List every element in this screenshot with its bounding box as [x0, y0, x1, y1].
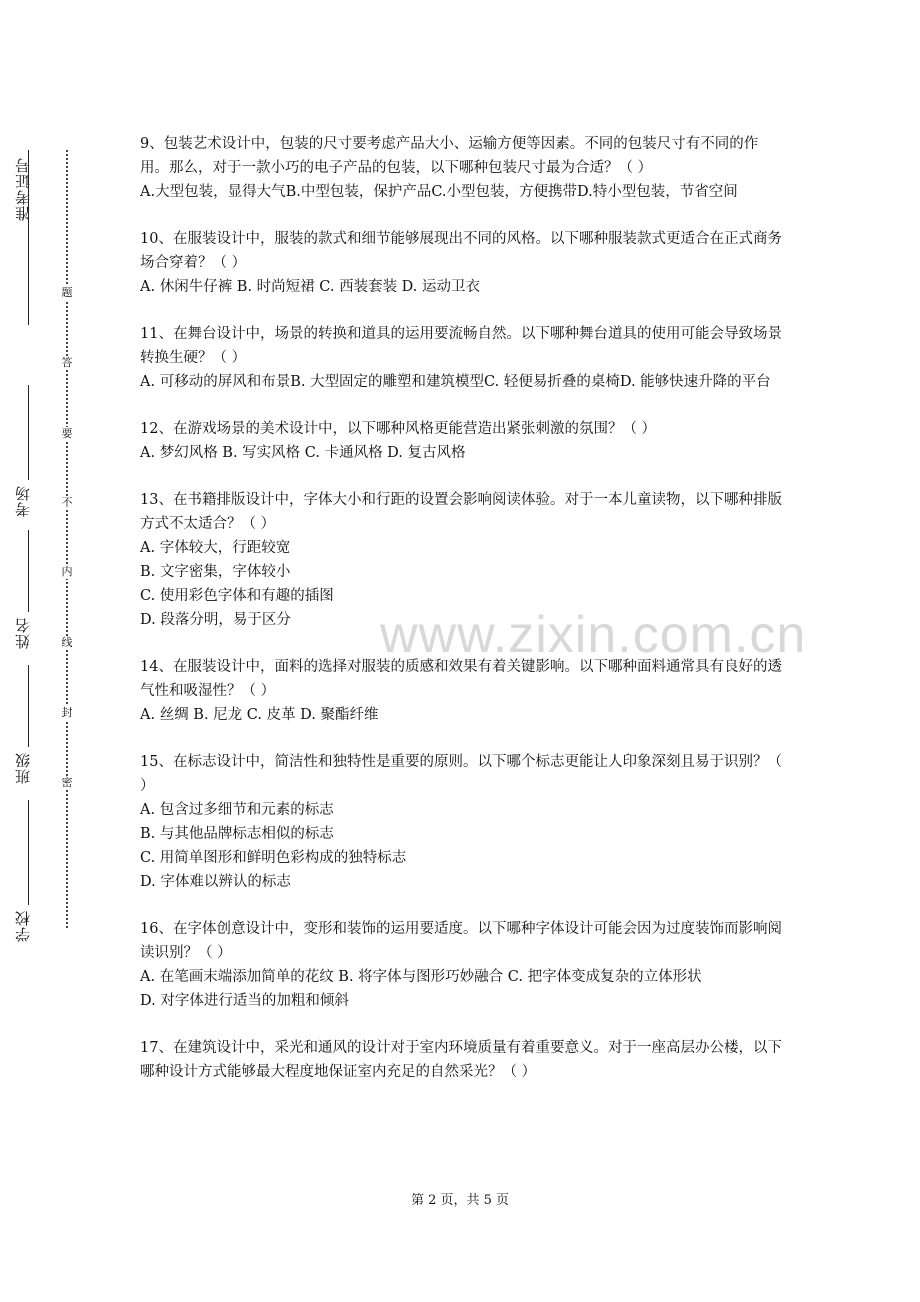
options-abc: A. 在笔画末端添加简单的花纹 B. 将字体与图形巧妙融合 C. 把字体变成复杂的立体形状 [140, 969, 702, 985]
class-line [28, 665, 29, 747]
name-line [28, 530, 29, 612]
question-17 [140, 1036, 782, 1084]
question-14 [140, 655, 782, 727]
question-15 [140, 750, 782, 894]
seal-dotted-line [66, 150, 68, 928]
question-options: A.大型包装，显得大气B.中型包装，保护产品C.小型包装，方便携带D.特小型包装，节省空间 [140, 184, 738, 200]
ticket-number-label: 准考证号 [14, 157, 32, 221]
question-12 [140, 417, 782, 465]
question-stem: 16、在字体创意设计中，变形和装饰的运用要适度。以下哪种字体设计可能会因为过度装饰而影响阅读识别？（ ） [140, 921, 782, 961]
question-options: A. 丝绸 B. 尼龙 C. 皮革 D. 聚酯纤维 [140, 707, 379, 723]
question-stem: 11、在舞台设计中，场景的转换和道具的运用要流畅自然。以下哪种舞台道具的使用可能会导致场景转换生硬？（ ） [140, 326, 782, 366]
question-stem: 12、在游戏场景的美术设计中，以下哪种风格更能营造出紧张刺激的氛围？（ ） [140, 421, 657, 437]
option-c: C. 用简单图形和鲜明色彩构成的独特标志 [140, 850, 407, 866]
option-c: C. 使用彩色字体和有趣的插图 [140, 588, 334, 604]
seal-char-xian: 线 [59, 636, 75, 650]
option-d: D. 字体难以辨认的标志 [140, 874, 291, 890]
school-line [28, 800, 29, 905]
class-label: 班级 [14, 752, 32, 784]
question-options: A. 梦幻风格 B. 写实风格 C. 卡通风格 D. 复古风格 [140, 445, 466, 461]
question-10 [140, 227, 782, 299]
question-stem: 9、包装艺术设计中，包装的尺寸要考虑产品大小、运输方便等因素。不同的包装尺寸有不同的作用。那么，对于一款小巧的电子产品的包装，以下哪种包装尺寸最为合适？（ ） [140, 136, 759, 176]
question-stem: 14、在服装设计中，面料的选择对服装的质感和效果有着关键影响。以下哪种面料通常具有良好的透气性和吸湿性？（ ） [140, 659, 782, 699]
seal-char-yao: 要 [59, 427, 75, 441]
question-11 [140, 322, 782, 394]
option-d: D. 对字体进行适当的加粗和倾斜 [140, 993, 349, 1009]
exam-room-label: 考场 [14, 485, 32, 517]
question-stem: 17、在建筑设计中，采光和通风的设计对于室内环境质量有着重要意义。对于一座高层办公楼，以下哪种设计方式能够最大程度地保证室内充足的自然采光？（ ） [140, 1040, 782, 1080]
page-footer: 第 2 页，共 5 页 [410, 1193, 510, 1208]
question-16 [140, 917, 782, 1013]
question-stem: 15、在标志设计中，简洁性和独特性是重要的原则。以下哪个标志更能让人印象深刻且易于识别？（ ） [140, 754, 782, 794]
name-label: 姓名 [14, 617, 32, 649]
question-options: A. 可移动的屏风和布景B. 大型固定的雕塑和建筑模型C. 轻便易折叠的桌椅D. 能够快速升降的平台 [140, 374, 771, 390]
question-9 [140, 132, 782, 204]
question-stem: 10、在服装设计中，服装的款式和细节能够展现出不同的风格。以下哪种服装款式更适合在正式商务场合穿着？（ ） [140, 231, 782, 271]
option-a: A. 字体较大，行距较宽 [140, 540, 291, 556]
option-d: D. 段落分明，易于区分 [140, 612, 291, 628]
exam-room-line [28, 385, 29, 480]
question-list [140, 132, 782, 1107]
option-b: B. 文字密集，字体较小 [140, 564, 291, 580]
seal-char-mi: 密 [59, 776, 75, 790]
school-label: 学校 [14, 910, 32, 942]
question-options: A. 休闲牛仔裤 B. 时尚短裙 C. 西装套装 D. 运动卫衣 [140, 279, 481, 295]
watermark: www.zixin.com.cn [380, 606, 807, 664]
question-stem: 13、在书籍排版设计中，字体大小和行距的设置会影响阅读体验。对于一本儿童读物，以下哪种排版方式不太适合？（ ） [140, 492, 782, 532]
seal-char-ti: 题 [59, 286, 75, 300]
question-13 [140, 488, 782, 632]
seal-char-nei: 内 [59, 565, 75, 579]
ticket-number-line [28, 150, 29, 325]
option-b: B. 与其他品牌标志相似的标志 [140, 826, 334, 842]
seal-char-feng: 封 [59, 706, 75, 720]
option-a: A. 包含过多细节和元素的标志 [140, 802, 334, 818]
seal-char-da: 答 [59, 356, 75, 370]
seal-char-bu: 不 [59, 496, 75, 510]
